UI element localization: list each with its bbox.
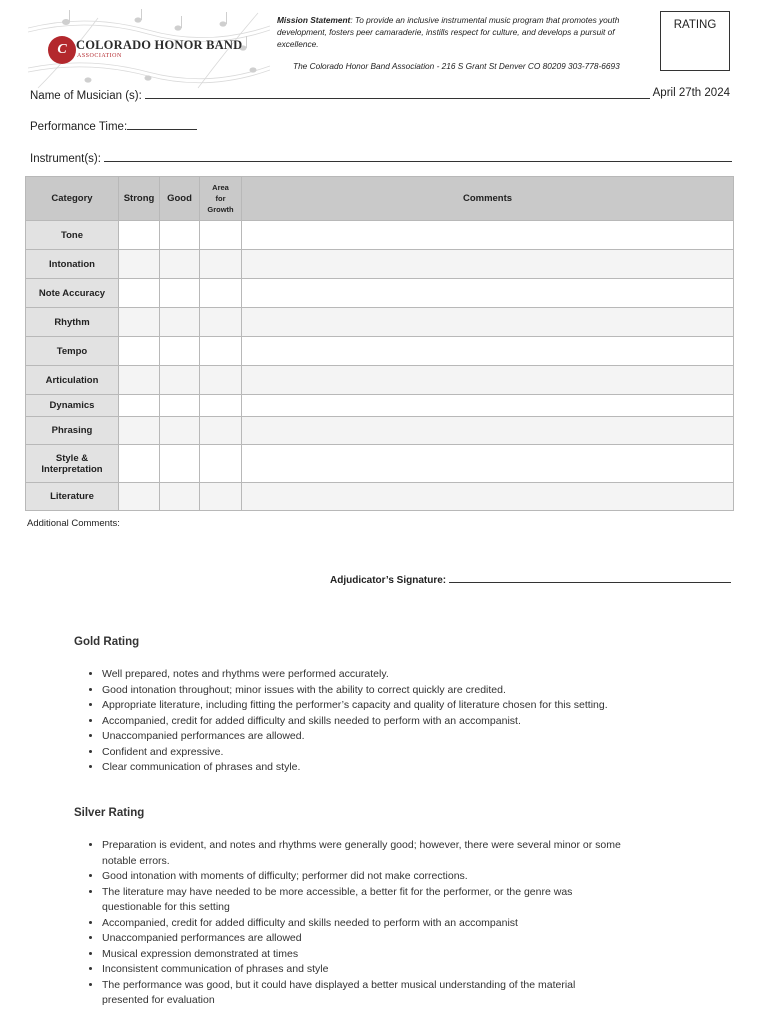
column-area-for-growth — [200, 177, 242, 221]
growth-cell[interactable] — [200, 221, 242, 250]
instrument-field[interactable] — [104, 150, 732, 162]
table-row — [26, 221, 734, 250]
list-item: • Clear communication of phrases and style. — [102, 760, 622, 776]
performance-time-field[interactable] — [127, 118, 197, 130]
growth-header-line1: Area — [212, 183, 229, 192]
comments-cell[interactable] — [242, 395, 734, 417]
good-cell[interactable] — [160, 337, 200, 366]
good-cell[interactable] — [160, 366, 200, 395]
good-cell[interactable] — [160, 221, 200, 250]
table-row — [26, 337, 734, 366]
strong-cell[interactable] — [119, 308, 160, 337]
list-item: • Good intonation throughout; minor issues with the ability to correct quickly are credited. — [102, 683, 622, 699]
comments-cell[interactable] — [242, 308, 734, 337]
list-item: • Confident and expressive. — [102, 745, 622, 761]
strong-cell[interactable] — [119, 366, 160, 395]
rating-label: RATING — [673, 19, 717, 31]
category-label: Dynamics — [26, 395, 119, 417]
category-label: Articulation — [26, 366, 119, 395]
list-item: • Appropriate literature, including fitting the performer’s capacity and quality of literature chosen for this setting. — [102, 698, 622, 714]
performance-time-label: Performance Time: — [30, 121, 128, 133]
logo-emblem: C — [48, 36, 76, 64]
good-cell[interactable] — [160, 250, 200, 279]
growth-cell[interactable] — [200, 366, 242, 395]
column-strong: Strong — [119, 177, 160, 221]
table-row — [26, 279, 734, 308]
growth-cell[interactable] — [200, 308, 242, 337]
list-item: • Unaccompanied performances are allowed — [102, 931, 622, 947]
list-item: • Well prepared, notes and rhythms were performed accurately. — [102, 667, 622, 683]
logo — [28, 8, 270, 90]
category-label — [26, 445, 119, 483]
strong-cell[interactable] — [119, 337, 160, 366]
rating-box[interactable] — [660, 11, 730, 71]
good-cell[interactable] — [160, 483, 200, 511]
table-row — [26, 483, 734, 511]
good-cell[interactable] — [160, 395, 200, 417]
growth-cell[interactable] — [200, 337, 242, 366]
growth-cell[interactable] — [200, 279, 242, 308]
comments-cell[interactable] — [242, 417, 734, 445]
list-item: • Musical expression demonstrated at times — [102, 947, 622, 963]
good-cell[interactable] — [160, 445, 200, 483]
silver-rating-title: Silver Rating — [74, 807, 145, 819]
mission-label: Mission Statement — [277, 15, 351, 25]
category-label-line1: Style & — [55, 452, 89, 464]
logo-title: COLORADO HONOR BAND — [76, 38, 243, 52]
strong-cell[interactable] — [119, 483, 160, 511]
list-item: • Preparation is evident, and notes and rhythms were generally good; however, there were several minor or some notable errors. — [102, 838, 622, 869]
table-row — [26, 250, 734, 279]
category-label: Literature — [26, 483, 119, 511]
signature-label: Adjudicator’s Signature: — [330, 575, 447, 586]
comments-cell[interactable] — [242, 445, 734, 483]
list-item: • Inconsistent communication of phrases and style — [102, 962, 622, 978]
list-item: • The literature may have needed to be more accessible, a better fit for the performer, or the genre was questionable for this setting — [102, 885, 622, 916]
musician-label: Name of Musician (s): — [30, 90, 146, 102]
category-label: Phrasing — [26, 417, 119, 445]
additional-comments-label: Additional Comments: — [27, 518, 120, 529]
association-address: The Colorado Honor Band Association - 216 S Grant St Denver CO 80209 303-778-6693 — [293, 61, 620, 71]
growth-cell[interactable] — [200, 417, 242, 445]
column-category: Category — [26, 177, 119, 221]
column-good: Good — [160, 177, 200, 221]
strong-cell[interactable] — [119, 250, 160, 279]
table-row — [26, 308, 734, 337]
table-row — [26, 366, 734, 395]
category-label: Tempo — [26, 337, 119, 366]
list-item: • Good intonation with moments of difficulty; performer did not make corrections. — [102, 869, 622, 885]
comments-cell[interactable] — [242, 250, 734, 279]
good-cell[interactable] — [160, 417, 200, 445]
category-label: Intonation — [26, 250, 119, 279]
instrument-label: Instrument(s): — [30, 153, 105, 165]
adjudicator-signature-line — [330, 572, 731, 586]
list-item: • Accompanied, credit for added difficulty and skills needed to perform with an accompanist. — [102, 714, 622, 730]
musician-name-field[interactable] — [145, 87, 650, 99]
growth-cell[interactable] — [200, 483, 242, 511]
event-date: April 27th 2024 — [652, 87, 730, 99]
strong-cell[interactable] — [119, 395, 160, 417]
comments-cell[interactable] — [242, 279, 734, 308]
performance-time-line — [30, 118, 197, 133]
growth-header-line3: Growth — [207, 205, 234, 214]
strong-cell[interactable] — [119, 221, 160, 250]
growth-header-line2: for — [215, 194, 226, 203]
table-header-row — [26, 177, 734, 221]
category-label: Note Accuracy — [26, 279, 119, 308]
comments-cell[interactable] — [242, 221, 734, 250]
mission-statement — [277, 14, 647, 50]
comments-cell[interactable] — [242, 337, 734, 366]
gold-rating-title: Gold Rating — [74, 636, 140, 648]
good-cell[interactable] — [160, 308, 200, 337]
category-label: Rhythm — [26, 308, 119, 337]
strong-cell[interactable] — [119, 445, 160, 483]
logo-subtitle: ASSOCIATION — [77, 53, 122, 59]
comments-cell[interactable] — [242, 366, 734, 395]
signature-field[interactable] — [449, 572, 731, 583]
strong-cell[interactable] — [119, 417, 160, 445]
list-item: • Unaccompanied performances are allowed. — [102, 729, 622, 745]
instrument-line — [30, 150, 732, 165]
list-item: • The performance was good, but it could have displayed a better musical understanding of the material presented for evaluation — [102, 978, 622, 1009]
strong-cell[interactable] — [119, 279, 160, 308]
gold-rating-list — [88, 667, 622, 776]
table-row — [26, 395, 734, 417]
table-row — [26, 417, 734, 445]
good-cell[interactable] — [160, 279, 200, 308]
table-row — [26, 445, 734, 483]
category-label: Tone — [26, 221, 119, 250]
evaluation-table — [25, 176, 734, 511]
category-label-line2: Interpretation — [41, 463, 103, 475]
growth-cell[interactable] — [200, 395, 242, 417]
growth-cell[interactable] — [200, 250, 242, 279]
musician-name-line — [30, 87, 650, 102]
silver-rating-list — [88, 838, 622, 1009]
mission-text: : To provide an inclusive instrumental music program that promotes youth development, fosters peer camaraderie, instills respect for culture, and develops a pursuit of excellence. — [277, 15, 620, 49]
growth-cell[interactable] — [200, 445, 242, 483]
column-comments: Comments — [242, 177, 734, 221]
comments-cell[interactable] — [242, 483, 734, 511]
list-item: • Accompanied, credit for added difficulty and skills needed to perform with an accompanist — [102, 916, 622, 932]
